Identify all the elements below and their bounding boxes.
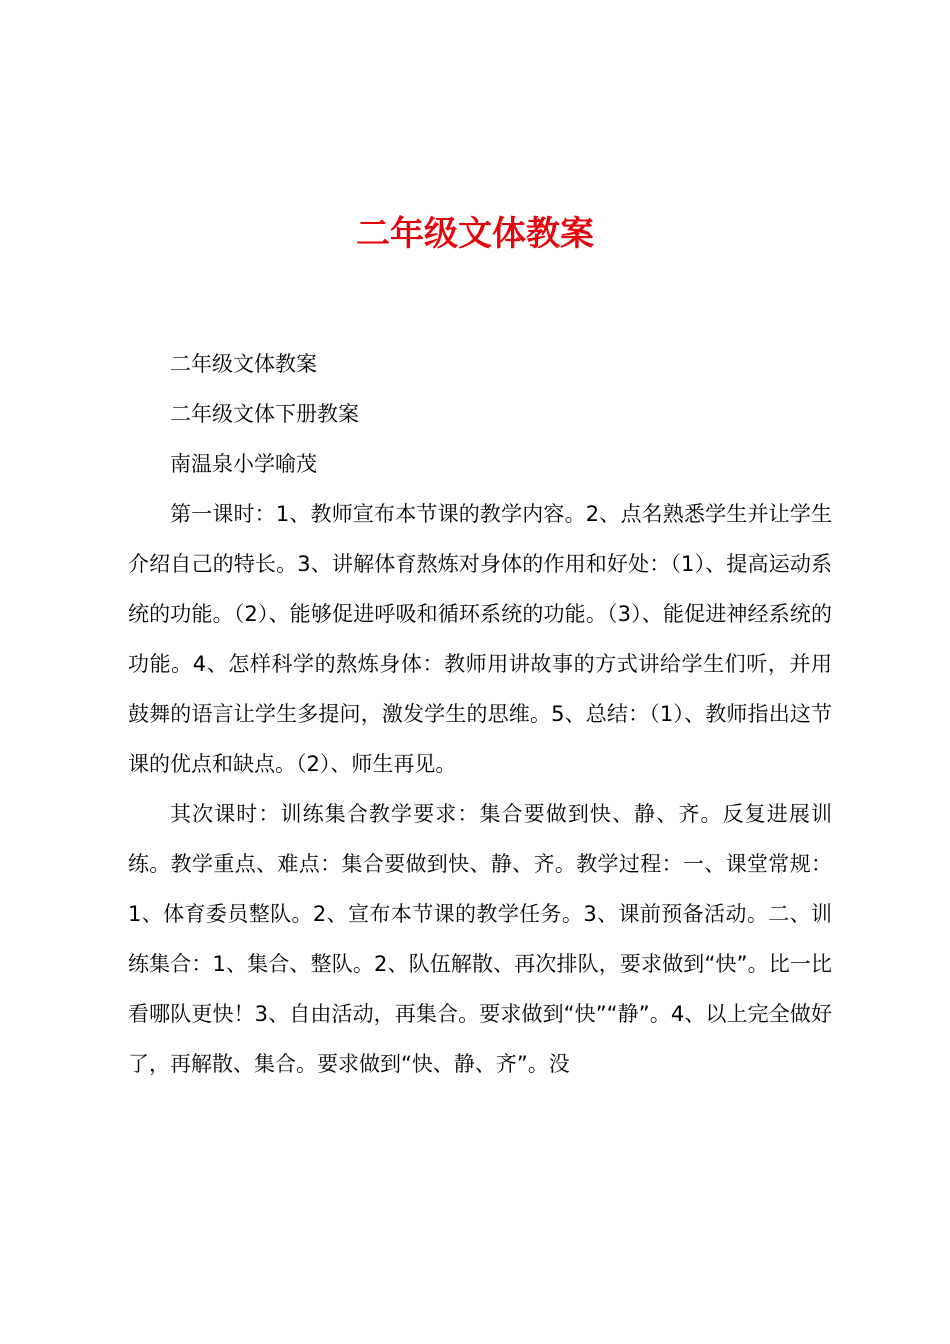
paragraph-subtitle: 二年级文体下册教案 xyxy=(170,402,359,426)
paragraph-heading-repeat: 二年级文体教案 xyxy=(170,352,317,376)
paragraph-author: 南温泉小学喻茂 xyxy=(170,452,317,476)
document-title: 二年级文体教案 xyxy=(356,214,594,254)
paragraph-lesson-one: 第一课时：1、教师宣布本节课的教学内容。2、点名熟悉学生并让学生介绍自己的特长。3、讲解体育熬炼对身体的作用和好处：（1）、提高运动系统的功能。（2）、能够促进呼吸和循环系统的功能。（3）、能促进神经系统的功能。4、怎样科学的熬炼身体：教师用讲故事的方式讲给学生们听，并用鼓舞的语言让学生多提问，激发学生的思维。5、总结：（1）、教师指出这节课的优点和缺点。（2）、师生再见。 xyxy=(128,502,832,776)
document-body xyxy=(128,339,832,1089)
paragraph-lesson-two: 其次课时：训练集合教学要求：集合要做到快、静、齐。反复进展训练。教学重点、难点：集合要做到快、静、齐。教学过程：一、课堂常规：1、体育委员整队。2、宣布本节课的教学任务。3、课前预备活动。二、训练集合：1、集合、整队。2、队伍解散、再次排队，要求做到“快”。比一比看哪队更快！3、自由活动，再集合。要求做到“快”“静”。4、以上完全做好了，再解散、集合。要求做到“快、静、齐”。没 xyxy=(128,802,832,1076)
